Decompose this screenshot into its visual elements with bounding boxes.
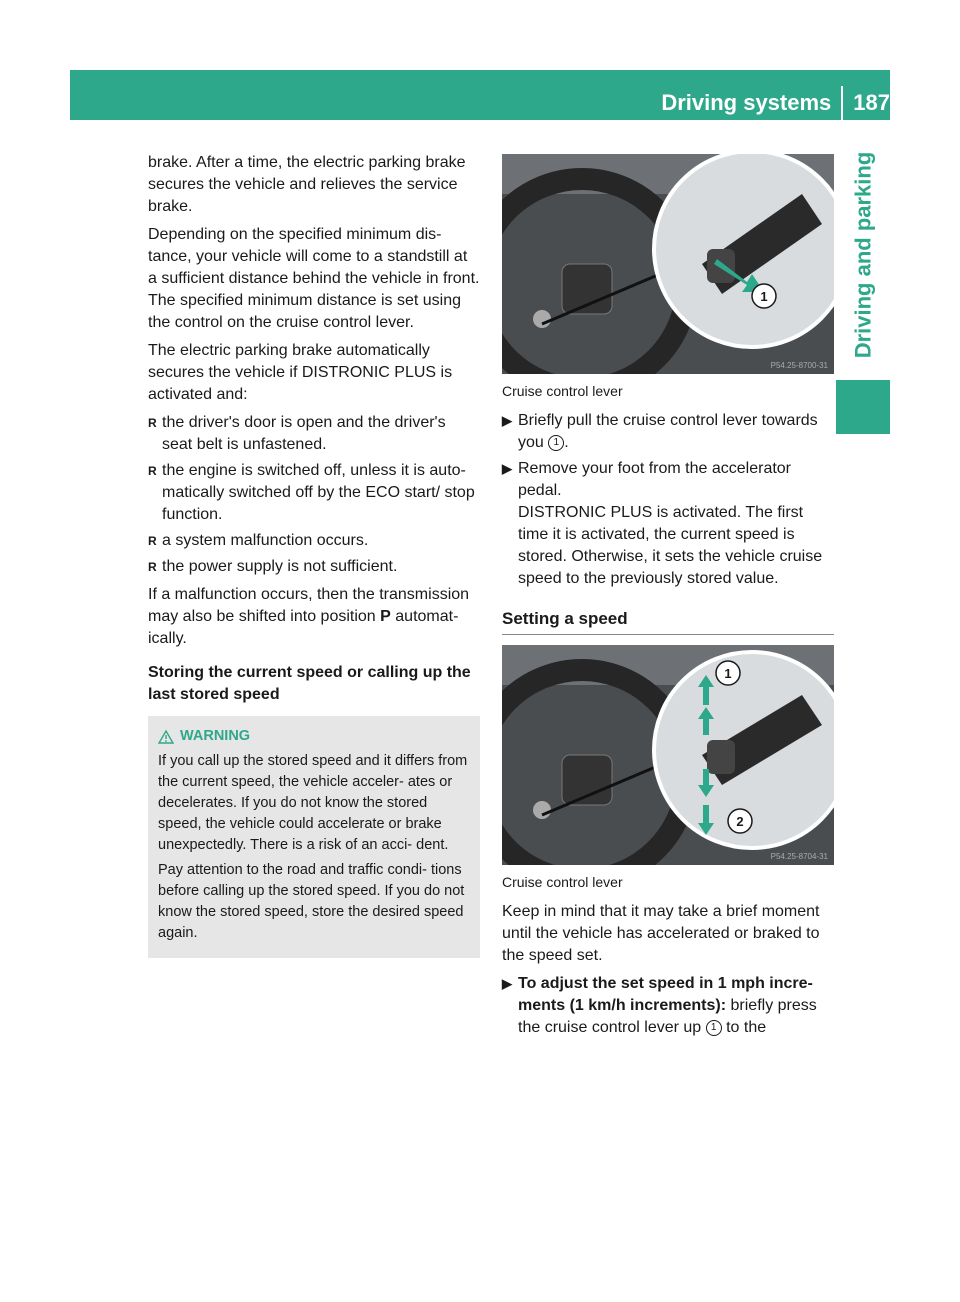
- section-heading: Setting a speed: [502, 608, 834, 635]
- text: briefly press the cruise control lever up: [518, 997, 817, 1036]
- step-title: To adjust the set speed in 1 mph incre- ments (1 km/h increments):: [518, 975, 813, 1014]
- header-divider: [841, 86, 843, 120]
- side-tab-marker: [836, 380, 890, 434]
- instruction-step: [502, 410, 834, 454]
- instruction-list: [502, 410, 834, 590]
- list-item: R the driver's door is open and the driver's seat belt is unfastened.: [148, 412, 480, 456]
- cruise-control-figure-2: [502, 645, 834, 865]
- page-header: [661, 88, 890, 118]
- gear-position: P: [380, 608, 391, 625]
- warning-text: Pay attention to the road and traffic condi- tions before calling up the stored speed. If you do not know the stored speed, store the desired speed again.: [158, 862, 465, 941]
- text: If a malfunction occurs, then the transmission may also be shifted into position: [148, 586, 470, 625]
- step-arrow-icon: ▶: [502, 976, 512, 991]
- section-title: Driving systems: [661, 90, 832, 115]
- list-item: R the engine is switched off, unless it is auto- matically switched off by the ECO start/ stop function.: [148, 460, 480, 526]
- text: to the: [726, 1019, 767, 1036]
- figure-code: P54.25-8700-31: [770, 361, 828, 370]
- callout-marker: 1: [706, 1020, 722, 1036]
- right-column: [502, 154, 834, 1045]
- text: Briefly pull the cruise control lever towards you: [518, 412, 818, 451]
- warning-text: If you call up the stored speed and it differs from the current speed, the vehicle acceler- ates or decelerates. If you do not know the stored speed, the vehicle could accelerate or brake unexpectedly. There is a risk of an acci- dent.: [158, 753, 468, 853]
- text: Remove your foot from the accelerator pedal.: [518, 460, 792, 499]
- paragraph: Depending on the specified minimum dis- tance, your vehicle will come to a standstill at a sufficient distance behind the vehicle in front. The specified minimum distance is set using the control on the cruise control lever.: [148, 226, 480, 331]
- figure-caption: Cruise control lever: [502, 874, 623, 890]
- paragraph: brake. After a time, the electric parking brake secures the vehicle and relieves the service brake.: [148, 154, 466, 215]
- paragraph: Keep in mind that it may take a brief moment until the vehicle has accelerated or braked to the speed set.: [502, 903, 820, 964]
- warning-header: [158, 726, 472, 747]
- instruction-step: [502, 973, 834, 1039]
- warning-icon: [158, 730, 174, 744]
- figure-callout: 1: [760, 289, 768, 304]
- step-arrow-icon: ▶: [502, 413, 512, 428]
- step-result: DISTRONIC PLUS is activated. The first time it is activated, the current speed is stored. Otherwise, it sets the vehicle cruise speed to the previously stored value.: [518, 504, 823, 587]
- paragraph: [148, 584, 480, 650]
- cruise-control-figure-1: [502, 154, 834, 374]
- step-arrow-icon: ▶: [502, 461, 512, 476]
- warning-box: [148, 716, 480, 958]
- text: automat- ically.: [148, 608, 459, 647]
- paragraph: The electric parking brake automatically secures the vehicle if DISTRONIC PLUS is activated and:: [148, 342, 453, 403]
- text: .: [564, 434, 569, 451]
- figure-callout: 2: [736, 814, 744, 829]
- figure-callout: 1: [724, 666, 732, 681]
- instruction-step: [502, 458, 834, 590]
- side-tab-label: Driving and parking: [850, 151, 875, 359]
- figure-code: P54.25-8704-31: [770, 852, 828, 861]
- callout-marker: 1: [548, 435, 564, 451]
- left-column: [148, 152, 480, 958]
- instruction-list: [502, 973, 834, 1039]
- side-tab: [836, 151, 890, 359]
- list-item: R a system malfunction occurs.: [148, 530, 480, 552]
- figure-caption: Cruise control lever: [502, 383, 623, 399]
- page-number: 187: [853, 90, 890, 115]
- bullet-list: [148, 412, 480, 578]
- list-item: R the power supply is not sufficient.: [148, 556, 480, 578]
- warning-title: WARNING: [180, 728, 251, 744]
- subheading: Storing the current speed or calling up the last stored speed: [148, 664, 471, 703]
